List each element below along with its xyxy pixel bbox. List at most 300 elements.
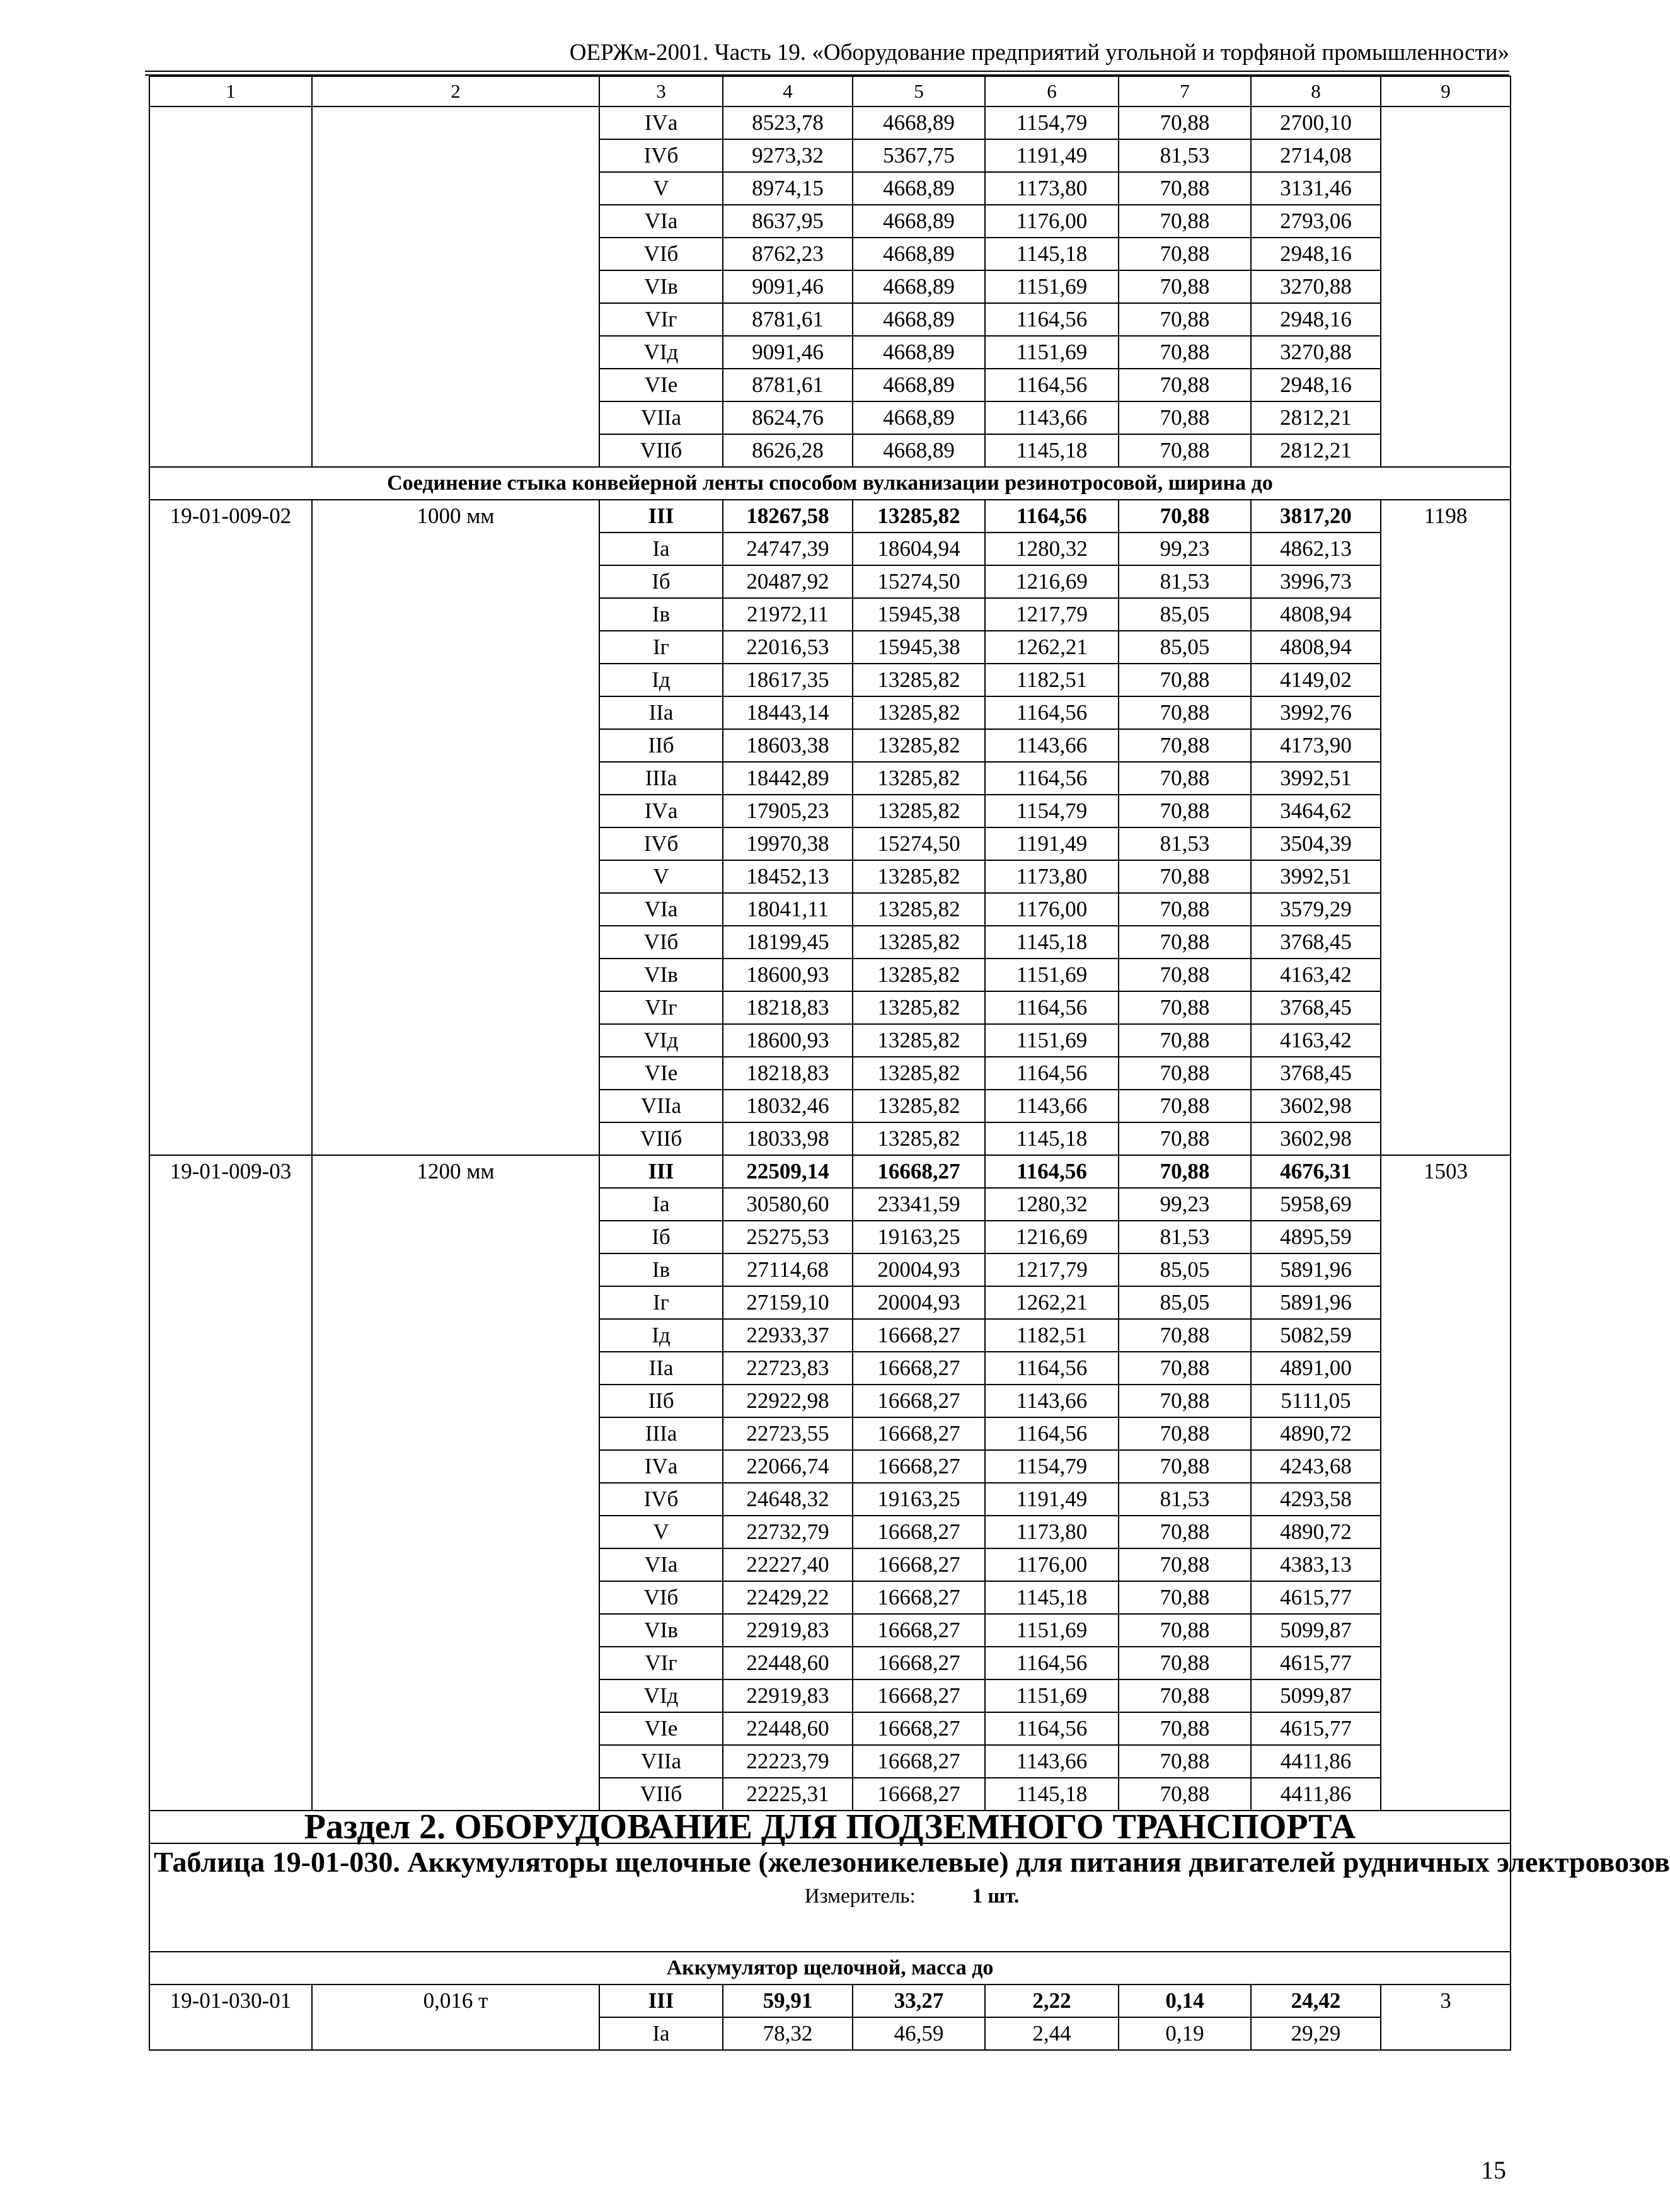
value-cell: 1151,69 xyxy=(985,270,1119,303)
zone-cell: IIа xyxy=(599,1352,723,1385)
value-cell: 13285,82 xyxy=(853,762,985,795)
value-cell: 70,88 xyxy=(1119,893,1251,926)
value-cell: 1164,56 xyxy=(985,303,1119,336)
column-number: 9 xyxy=(1381,76,1511,107)
value-cell: 4173,90 xyxy=(1251,729,1381,762)
value-cell: 16668,27 xyxy=(853,1417,985,1450)
value-cell: 4383,13 xyxy=(1251,1548,1381,1581)
value-cell: 13285,82 xyxy=(853,926,985,959)
value-cell: 16668,27 xyxy=(853,1548,985,1581)
zone-cell: VIг xyxy=(599,303,723,336)
zone-cell: IIIа xyxy=(599,1417,723,1450)
zone-cell: Iб xyxy=(599,565,723,598)
value-cell: 4668,89 xyxy=(853,434,985,467)
value-cell: 70,88 xyxy=(1119,1024,1251,1057)
value-cell: 16668,27 xyxy=(853,1155,985,1188)
value-cell: 18033,98 xyxy=(723,1122,853,1155)
zone-cell: VIд xyxy=(599,1679,723,1712)
zone-cell: IIIа xyxy=(599,762,723,795)
value-cell: 1173,80 xyxy=(985,172,1119,205)
value-cell: 5111,05 xyxy=(1251,1385,1381,1417)
value-cell: 70,88 xyxy=(1119,1319,1251,1352)
value-cell: 70,88 xyxy=(1119,1417,1251,1450)
value-cell: 2793,06 xyxy=(1251,205,1381,238)
value-cell: 1173,80 xyxy=(985,1516,1119,1548)
value-cell: 4668,89 xyxy=(853,238,985,270)
item-name: 1000 мм xyxy=(312,500,599,1155)
zone-cell: VIд xyxy=(599,1024,723,1057)
value-cell: 22732,79 xyxy=(723,1516,853,1548)
value-cell: 70,88 xyxy=(1119,1745,1251,1778)
zone-cell: Iа xyxy=(599,2017,723,2050)
item-name: 0,016 т xyxy=(312,1984,599,2050)
value-cell: 1217,79 xyxy=(985,1253,1119,1286)
value-cell: 5082,59 xyxy=(1251,1319,1381,1352)
value-cell: 1216,69 xyxy=(985,1221,1119,1253)
zone-cell: IVа xyxy=(599,107,723,139)
value-cell: 1164,56 xyxy=(985,991,1119,1024)
subheading-row xyxy=(149,1952,1511,1984)
zone-cell: IVа xyxy=(599,1450,723,1483)
value-cell: 1151,69 xyxy=(985,1614,1119,1647)
value-cell: 16668,27 xyxy=(853,1581,985,1614)
value-cell: 3504,39 xyxy=(1251,827,1381,860)
value-cell: 13285,82 xyxy=(853,1122,985,1155)
value-cell: 22723,55 xyxy=(723,1417,853,1450)
value-cell: 19163,25 xyxy=(853,1483,985,1516)
value-cell: 3270,88 xyxy=(1251,270,1381,303)
value-cell: 99,23 xyxy=(1119,1188,1251,1221)
value-cell: 8626,28 xyxy=(723,434,853,467)
column-number: 5 xyxy=(853,76,985,107)
value-cell: 15274,50 xyxy=(853,827,985,860)
zone-cell: VIд xyxy=(599,336,723,369)
value-cell: 22723,83 xyxy=(723,1352,853,1385)
zone-cell: VIв xyxy=(599,270,723,303)
value-cell: 3602,98 xyxy=(1251,1122,1381,1155)
value-cell: 1164,56 xyxy=(985,500,1119,533)
value-cell: 1164,56 xyxy=(985,1352,1119,1385)
value-cell: 16668,27 xyxy=(853,1712,985,1745)
measurer-value: 1 шт. xyxy=(972,1885,1020,1908)
value-cell: 4890,72 xyxy=(1251,1516,1381,1548)
value-cell: 15945,38 xyxy=(853,598,985,631)
value-cell: 4293,58 xyxy=(1251,1483,1381,1516)
zone-cell: VIIб xyxy=(599,1778,723,1811)
value-cell: 1145,18 xyxy=(985,238,1119,270)
value-cell: 70,88 xyxy=(1119,434,1251,467)
value-cell: 8974,15 xyxy=(723,172,853,205)
value-cell: 20004,93 xyxy=(853,1286,985,1319)
value-cell: 22225,31 xyxy=(723,1778,853,1811)
value-cell: 1151,69 xyxy=(985,336,1119,369)
value-cell: 4149,02 xyxy=(1251,664,1381,696)
value-cell: 8523,78 xyxy=(723,107,853,139)
value-cell: 1143,66 xyxy=(985,1745,1119,1778)
value-cell: 4668,89 xyxy=(853,270,985,303)
item-code: 19-01-009-02 xyxy=(149,500,312,1155)
value-cell: 4163,42 xyxy=(1251,959,1381,991)
value-cell: 1191,49 xyxy=(985,827,1119,860)
column-number: 8 xyxy=(1251,76,1381,107)
item-code: 19-01-009-03 xyxy=(149,1155,312,1811)
zone-cell: Iб xyxy=(599,1221,723,1253)
zone-cell: Iг xyxy=(599,1286,723,1319)
value-cell: 18199,45 xyxy=(723,926,853,959)
value-cell: 1145,18 xyxy=(985,1581,1119,1614)
column-number: 6 xyxy=(985,76,1119,107)
value-cell: 19163,25 xyxy=(853,1221,985,1253)
value-cell: 1164,56 xyxy=(985,1647,1119,1679)
table-row xyxy=(149,1155,1511,1188)
value-cell: 18600,93 xyxy=(723,1024,853,1057)
zone-cell: Iд xyxy=(599,1319,723,1352)
value-cell: 16668,27 xyxy=(853,1385,985,1417)
value-cell: 4668,89 xyxy=(853,107,985,139)
value-cell: 13285,82 xyxy=(853,991,985,1024)
zone-cell: VIб xyxy=(599,926,723,959)
value-cell: 3464,62 xyxy=(1251,795,1381,827)
value-cell: 3817,20 xyxy=(1251,500,1381,533)
zone-cell: VIIа xyxy=(599,1090,723,1122)
table-row xyxy=(149,500,1511,533)
zone-cell: VIIа xyxy=(599,1745,723,1778)
value-cell: 81,53 xyxy=(1119,565,1251,598)
value-cell: 4243,68 xyxy=(1251,1450,1381,1483)
value-cell: 4676,31 xyxy=(1251,1155,1381,1188)
zone-cell: III xyxy=(599,1155,723,1188)
value-cell: 70,88 xyxy=(1119,1450,1251,1483)
zone-cell: Iд xyxy=(599,664,723,696)
zone-cell: VIг xyxy=(599,1647,723,1679)
value-cell: 13285,82 xyxy=(853,1024,985,1057)
zone-cell: V xyxy=(599,172,723,205)
value-cell: 1164,56 xyxy=(985,1155,1119,1188)
value-cell: 16668,27 xyxy=(853,1614,985,1647)
value-cell: 2700,10 xyxy=(1251,107,1381,139)
value-cell: 5891,96 xyxy=(1251,1286,1381,1319)
value-cell: 16668,27 xyxy=(853,1647,985,1679)
measurer xyxy=(154,1881,1506,1912)
value-cell: 13285,82 xyxy=(853,696,985,729)
value-cell: 1145,18 xyxy=(985,1122,1119,1155)
value-cell: 22919,83 xyxy=(723,1614,853,1647)
value-cell: 2812,21 xyxy=(1251,434,1381,467)
value-cell: 70,88 xyxy=(1119,205,1251,238)
value-cell: 4890,72 xyxy=(1251,1417,1381,1450)
value-cell: 13285,82 xyxy=(853,500,985,533)
value-cell: 8781,61 xyxy=(723,369,853,401)
value-cell: 70,88 xyxy=(1119,369,1251,401)
zone-cell: Iа xyxy=(599,533,723,565)
item-mass: 1503 xyxy=(1381,1155,1511,1811)
zone-cell: IIб xyxy=(599,729,723,762)
value-cell: 9091,46 xyxy=(723,336,853,369)
value-cell: 18452,13 xyxy=(723,860,853,893)
value-cell: 70,88 xyxy=(1119,991,1251,1024)
value-cell: 70,88 xyxy=(1119,1385,1251,1417)
item-code: 19-01-030-01 xyxy=(149,1984,312,2050)
section-title-row xyxy=(149,1811,1511,1843)
value-cell: 4411,86 xyxy=(1251,1745,1381,1778)
value-cell: 1151,69 xyxy=(985,959,1119,991)
value-cell: 85,05 xyxy=(1119,631,1251,664)
value-cell: 13285,82 xyxy=(853,795,985,827)
value-cell: 70,88 xyxy=(1119,1712,1251,1745)
value-cell: 4668,89 xyxy=(853,336,985,369)
value-cell: 20004,93 xyxy=(853,1253,985,1286)
value-cell: 1145,18 xyxy=(985,926,1119,959)
value-cell: 22448,60 xyxy=(723,1647,853,1679)
value-cell: 70,88 xyxy=(1119,664,1251,696)
value-cell: 70,88 xyxy=(1119,500,1251,533)
value-cell: 5367,75 xyxy=(853,139,985,172)
value-cell: 1143,66 xyxy=(985,401,1119,434)
value-cell: 4668,89 xyxy=(853,205,985,238)
value-cell: 18032,46 xyxy=(723,1090,853,1122)
value-cell: 22919,83 xyxy=(723,1679,853,1712)
zone-cell: IVб xyxy=(599,827,723,860)
value-cell: 18442,89 xyxy=(723,762,853,795)
value-cell: 21972,11 xyxy=(723,598,853,631)
value-cell: 24,42 xyxy=(1251,1984,1381,2017)
zone-cell: VIIб xyxy=(599,1122,723,1155)
zone-cell: VIб xyxy=(599,238,723,270)
item-mass: 1198 xyxy=(1381,500,1511,1155)
value-cell: 70,88 xyxy=(1119,729,1251,762)
zone-cell: VIа xyxy=(599,205,723,238)
running-header: ОЕРЖм-2001. Часть 19. «Оборудование предприятий угольной и торфяной промышленности» xyxy=(569,40,1509,66)
zone-cell: IIа xyxy=(599,696,723,729)
value-cell: 1216,69 xyxy=(985,565,1119,598)
value-cell: 3996,73 xyxy=(1251,565,1381,598)
value-cell: 4862,13 xyxy=(1251,533,1381,565)
value-cell: 18603,38 xyxy=(723,729,853,762)
value-cell: 81,53 xyxy=(1119,827,1251,860)
value-cell: 99,23 xyxy=(1119,533,1251,565)
value-cell: 2714,08 xyxy=(1251,139,1381,172)
value-cell: 70,88 xyxy=(1119,336,1251,369)
value-cell: 19970,38 xyxy=(723,827,853,860)
value-cell: 20487,92 xyxy=(723,565,853,598)
subheading-row xyxy=(149,467,1511,500)
value-cell: 8762,23 xyxy=(723,238,853,270)
column-number-row xyxy=(149,76,1511,107)
value-cell: 2948,16 xyxy=(1251,238,1381,270)
value-cell: 4891,00 xyxy=(1251,1352,1381,1385)
value-cell: 18604,94 xyxy=(853,533,985,565)
value-cell: 5099,87 xyxy=(1251,1679,1381,1712)
value-cell: 4668,89 xyxy=(853,401,985,434)
value-cell: 1182,51 xyxy=(985,1319,1119,1352)
value-cell: 0,19 xyxy=(1119,2017,1251,2050)
value-cell: 1164,56 xyxy=(985,696,1119,729)
value-cell: 29,29 xyxy=(1251,2017,1381,2050)
measurer-label: Измеритель: xyxy=(804,1885,916,1908)
value-cell: 70,88 xyxy=(1119,401,1251,434)
value-cell: 22016,53 xyxy=(723,631,853,664)
zone-cell: VIг xyxy=(599,991,723,1024)
value-cell: 3992,51 xyxy=(1251,860,1381,893)
value-cell: 18267,58 xyxy=(723,500,853,533)
value-cell: 70,88 xyxy=(1119,1090,1251,1122)
value-cell: 1176,00 xyxy=(985,1548,1119,1581)
value-cell: 5099,87 xyxy=(1251,1614,1381,1647)
value-cell: 2812,21 xyxy=(1251,401,1381,434)
value-cell: 27114,68 xyxy=(723,1253,853,1286)
value-cell: 1217,79 xyxy=(985,598,1119,631)
value-cell: 16668,27 xyxy=(853,1319,985,1352)
value-cell: 18041,11 xyxy=(723,893,853,926)
value-cell: 70,88 xyxy=(1119,959,1251,991)
value-cell: 16668,27 xyxy=(853,1679,985,1712)
value-cell: 8781,61 xyxy=(723,303,853,336)
value-cell: 1143,66 xyxy=(985,1090,1119,1122)
table-row xyxy=(149,107,1511,139)
value-cell: 18600,93 xyxy=(723,959,853,991)
value-cell: 70,88 xyxy=(1119,1581,1251,1614)
value-cell: 3131,46 xyxy=(1251,172,1381,205)
value-cell: 1164,56 xyxy=(985,369,1119,401)
value-cell: 81,53 xyxy=(1119,139,1251,172)
value-cell: 4411,86 xyxy=(1251,1778,1381,1811)
column-number: 3 xyxy=(599,76,723,107)
value-cell: 3602,98 xyxy=(1251,1090,1381,1122)
value-cell: 16668,27 xyxy=(853,1352,985,1385)
item-name: 1200 мм xyxy=(312,1155,599,1811)
value-cell: 1280,32 xyxy=(985,1188,1119,1221)
value-cell: 3992,76 xyxy=(1251,696,1381,729)
item-mass xyxy=(1381,107,1511,467)
value-cell: 22227,40 xyxy=(723,1548,853,1581)
zone-cell: Iв xyxy=(599,1253,723,1286)
value-cell: 17905,23 xyxy=(723,795,853,827)
value-cell: 22429,22 xyxy=(723,1581,853,1614)
value-cell: 13285,82 xyxy=(853,664,985,696)
table-caption: Таблица 19-01-030. Аккумуляторы щелочные (железоникелевые) для питания двигателей рудничных электровозов xyxy=(154,1846,1670,1878)
value-cell: 1262,21 xyxy=(985,1286,1119,1319)
value-cell: 4668,89 xyxy=(853,303,985,336)
value-cell: 22066,74 xyxy=(723,1450,853,1483)
value-cell: 1280,32 xyxy=(985,533,1119,565)
zone-cell: VIIа xyxy=(599,401,723,434)
value-cell: 22448,60 xyxy=(723,1712,853,1745)
value-cell: 70,88 xyxy=(1119,860,1251,893)
value-cell: 4615,77 xyxy=(1251,1581,1381,1614)
value-cell: 1143,66 xyxy=(985,729,1119,762)
column-number: 2 xyxy=(312,76,599,107)
zone-cell: VIв xyxy=(599,1614,723,1647)
value-cell: 1151,69 xyxy=(985,1679,1119,1712)
subheading: Аккумулятор щелочной, масса до xyxy=(149,1952,1511,1984)
value-cell: 8637,95 xyxy=(723,205,853,238)
value-cell: 1154,79 xyxy=(985,107,1119,139)
value-cell: 4615,77 xyxy=(1251,1712,1381,1745)
value-cell: 16668,27 xyxy=(853,1778,985,1811)
value-cell: 70,88 xyxy=(1119,696,1251,729)
value-cell: 4668,89 xyxy=(853,369,985,401)
value-cell: 27159,10 xyxy=(723,1286,853,1319)
value-cell: 2948,16 xyxy=(1251,369,1381,401)
zone-cell: Iв xyxy=(599,598,723,631)
value-cell: 1151,69 xyxy=(985,1024,1119,1057)
zone-cell: III xyxy=(599,1984,723,2017)
value-cell: 1191,49 xyxy=(985,1483,1119,1516)
value-cell: 1145,18 xyxy=(985,1778,1119,1811)
value-cell: 18218,83 xyxy=(723,991,853,1024)
value-cell: 78,32 xyxy=(723,2017,853,2050)
column-number: 7 xyxy=(1119,76,1251,107)
price-table xyxy=(149,76,1670,2051)
zone-cell: VIе xyxy=(599,1712,723,1745)
value-cell: 9091,46 xyxy=(723,270,853,303)
value-cell: 18617,35 xyxy=(723,664,853,696)
value-cell: 1164,56 xyxy=(985,1417,1119,1450)
value-cell: 46,59 xyxy=(853,2017,985,2050)
value-cell: 4668,89 xyxy=(853,172,985,205)
zone-cell: VIе xyxy=(599,369,723,401)
value-cell: 4808,94 xyxy=(1251,598,1381,631)
value-cell: 0,14 xyxy=(1119,1984,1251,2017)
value-cell: 70,88 xyxy=(1119,1679,1251,1712)
value-cell: 70,88 xyxy=(1119,1057,1251,1090)
value-cell: 24747,39 xyxy=(723,533,853,565)
value-cell: 70,88 xyxy=(1119,1516,1251,1548)
value-cell: 1182,51 xyxy=(985,664,1119,696)
value-cell: 22509,14 xyxy=(723,1155,853,1188)
value-cell: 4615,77 xyxy=(1251,1647,1381,1679)
value-cell: 13285,82 xyxy=(853,893,985,926)
value-cell: 85,05 xyxy=(1119,1286,1251,1319)
value-cell: 15945,38 xyxy=(853,631,985,664)
value-cell: 1176,00 xyxy=(985,205,1119,238)
zone-cell: V xyxy=(599,1516,723,1548)
value-cell: 22922,98 xyxy=(723,1385,853,1417)
value-cell: 5891,96 xyxy=(1251,1253,1381,1286)
value-cell: 59,91 xyxy=(723,1984,853,2017)
zone-cell: VIа xyxy=(599,1548,723,1581)
value-cell: 1145,18 xyxy=(985,434,1119,467)
value-cell: 13285,82 xyxy=(853,729,985,762)
value-cell: 70,88 xyxy=(1119,270,1251,303)
value-cell: 9273,32 xyxy=(723,139,853,172)
section-title: Раздел 2. ОБОРУДОВАНИЕ ДЛЯ ПОДЗЕМНОГО ТРАНСПОРТА xyxy=(149,1811,1511,1843)
value-cell: 1164,56 xyxy=(985,1057,1119,1090)
value-cell: 1191,49 xyxy=(985,139,1119,172)
value-cell: 22223,79 xyxy=(723,1745,853,1778)
value-cell: 2,22 xyxy=(985,1984,1119,2017)
value-cell: 5958,69 xyxy=(1251,1188,1381,1221)
item-mass: 3 xyxy=(1381,1984,1511,2050)
column-number: 1 xyxy=(149,76,312,107)
zone-cell: IIб xyxy=(599,1385,723,1417)
value-cell: 16668,27 xyxy=(853,1450,985,1483)
value-cell: 4808,94 xyxy=(1251,631,1381,664)
value-cell: 2948,16 xyxy=(1251,303,1381,336)
table-row xyxy=(149,1984,1511,2017)
value-cell: 13285,82 xyxy=(853,1090,985,1122)
zone-cell: VIIб xyxy=(599,434,723,467)
value-cell: 1143,66 xyxy=(985,1385,1119,1417)
value-cell: 4895,59 xyxy=(1251,1221,1381,1253)
value-cell: 18218,83 xyxy=(723,1057,853,1090)
value-cell: 3768,45 xyxy=(1251,991,1381,1024)
column-number: 4 xyxy=(723,76,853,107)
value-cell: 25275,53 xyxy=(723,1221,853,1253)
value-cell: 4163,42 xyxy=(1251,1024,1381,1057)
value-cell: 3270,88 xyxy=(1251,336,1381,369)
value-cell: 85,05 xyxy=(1119,598,1251,631)
